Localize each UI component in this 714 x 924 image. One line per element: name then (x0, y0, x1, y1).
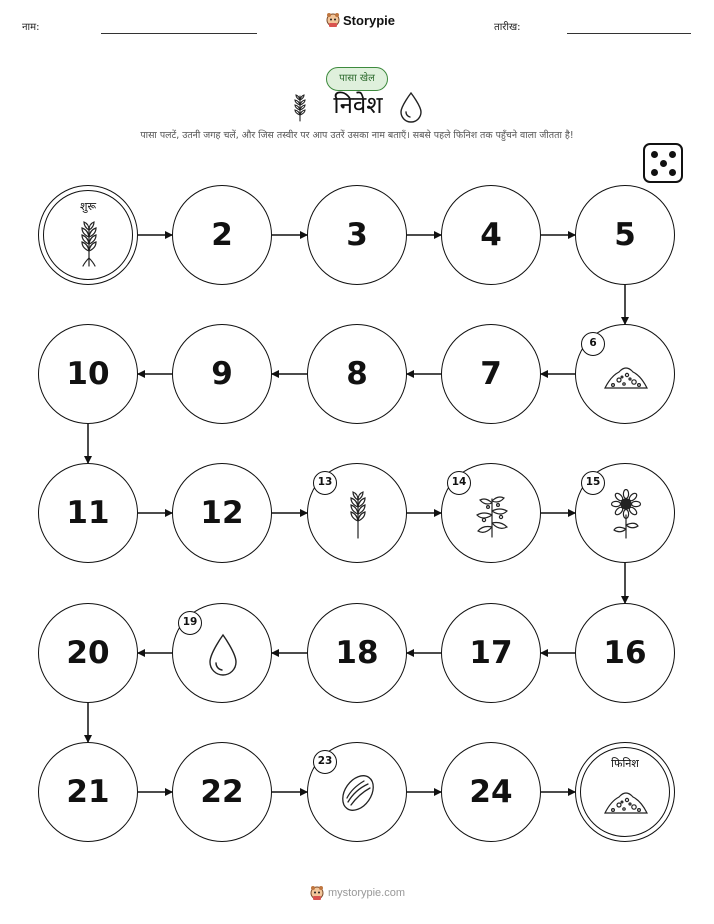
board-cell-23[interactable] (307, 742, 407, 842)
soil-pile-icon (601, 350, 651, 400)
cell-number-badge: 23 (313, 750, 337, 774)
cell-number: 10 (66, 356, 110, 392)
date-label: तारीख: (494, 22, 521, 33)
start-label: शुरू (79, 200, 97, 213)
name-label: नाम: (22, 22, 40, 33)
cell-number-badge: 19 (178, 611, 202, 635)
board-cell-13[interactable] (307, 463, 407, 563)
board-cell-6[interactable] (575, 324, 675, 424)
wheat-icon (64, 218, 114, 268)
finish-label: फिनिश (611, 757, 639, 770)
footer (310, 885, 405, 901)
cell-number: 2 (211, 217, 233, 253)
board-cell-3[interactable] (307, 185, 407, 285)
board-cell-16[interactable] (575, 603, 675, 703)
board-cell-15[interactable] (575, 463, 675, 563)
water-drop-icon (198, 629, 248, 679)
board-cell-18[interactable] (307, 603, 407, 703)
cell-number: 20 (66, 635, 110, 671)
board-cell-14[interactable] (441, 463, 541, 563)
board-cell-22[interactable] (172, 742, 272, 842)
instructions: पासा पलटें, उतनी जगह चलें, और जिस तस्वीर पर आप उतरें उसका नाम बताएँ। सबसे पहले फिनिश तक पहुँचने वाला जीतता है! (140, 130, 574, 141)
cell-number-badge: 14 (447, 471, 471, 495)
cell-number: 5 (614, 217, 636, 253)
cell-number-badge: 13 (313, 471, 337, 495)
cell-number: 16 (603, 635, 647, 671)
page-title: निवेश (333, 91, 383, 119)
board-cell-8[interactable] (307, 324, 407, 424)
cell-number: 17 (469, 635, 513, 671)
board-cell-20[interactable] (38, 603, 138, 703)
board-cell-7[interactable] (441, 324, 541, 424)
board-cell-2[interactable] (172, 185, 272, 285)
footer-url[interactable]: mystorypie.com (328, 887, 406, 899)
cell-number: 7 (480, 356, 502, 392)
board-cell-17[interactable] (441, 603, 541, 703)
board-cell-9[interactable] (172, 324, 272, 424)
board-cell-24[interactable] (441, 742, 541, 842)
storypie-mascot-icon (310, 885, 324, 901)
cell-number-badge: 15 (581, 471, 605, 495)
sunflower-icon (601, 489, 651, 539)
cell-number: 3 (346, 217, 368, 253)
cell-number: 8 (346, 356, 368, 392)
board-cell-4[interactable] (441, 185, 541, 285)
board-cell-5[interactable] (575, 185, 675, 285)
finish-cell[interactable] (575, 742, 675, 842)
brand-name: Storypie (343, 12, 396, 28)
board-cell-19[interactable] (172, 603, 272, 703)
cell-number: 24 (469, 774, 513, 810)
cell-number: 21 (66, 774, 110, 810)
cell-number: 4 (480, 217, 502, 253)
game-type-badge: पासा खेल (326, 67, 388, 91)
cell-number: 12 (200, 495, 244, 531)
plant-icon (467, 489, 517, 539)
seed-icon (333, 768, 383, 818)
wheat-icon (333, 489, 383, 539)
start-cell[interactable] (38, 185, 138, 285)
cell-number: 9 (211, 356, 233, 392)
board-cell-11[interactable] (38, 463, 138, 563)
board-cell-12[interactable] (172, 463, 272, 563)
board-cell-21[interactable] (38, 742, 138, 842)
cell-number: 18 (335, 635, 379, 671)
soil-pile-icon (601, 775, 651, 825)
cell-number: 22 (200, 774, 244, 810)
cell-number: 11 (66, 495, 110, 531)
cell-number-badge: 6 (581, 332, 605, 356)
board-cell-10[interactable] (38, 324, 138, 424)
